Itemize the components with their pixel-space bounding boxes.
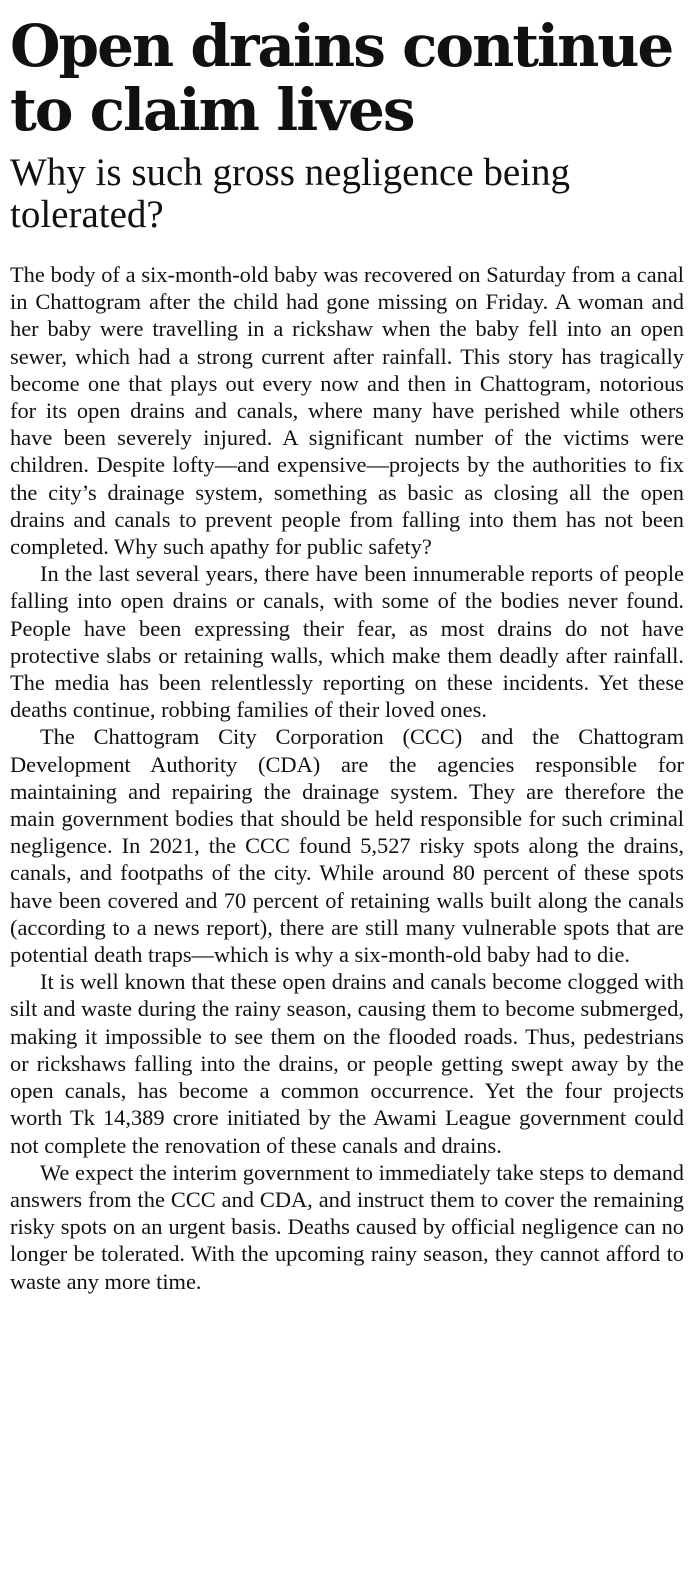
- subheadline: Why is such gross negligence being tolerated?: [10, 151, 570, 236]
- paragraph-2: In the last several years, there have been innumerable reports of people falling into open drains or canals, with some of the bodies never found. People have been expressing their fear, as most drains do not have protective slabs or retaining walls, which make them deadly after rainfall. The media has been relentlessly reporting on these incidents. Yet these deaths continue, robbing families of their loved ones.: [10, 561, 684, 723]
- paragraph-5: We expect the interim government to immediately take steps to demand answers from the CCC and CDA, and instruct them to cover the remaining risky spots on an urgent basis. Deaths caused by official negligence can no longer be tolerated. With the upcoming rainy season, they cannot afford to waste any more time.: [10, 1159, 684, 1294]
- paragraph-4: It is well known that these open drains and canals become clogged with silt and waste during the rainy season, causing them to become submerged, making it impossible to see them on the flooded roads. Thus, pedestrians or rickshaws falling into the drains, or people getting swept away by the open canals, has become a common occurrence. Yet the four projects worth Tk 14,389 crore initiated by the Awami League government could not complete the renovation of these canals and drains.: [10, 969, 684, 1158]
- paragraph-3: The Chattogram City Corporation (CCC) and the Chattogram Development Authority (CDA) are the agencies responsible for maintaining and repairing the drainage system. They are therefore the main government bodies that should be held responsible for such criminal negligence. In 2021, the CCC found 5,527 risky spots along the drains, canals, and footpaths of the city. While around 80 percent of these spots have been covered and 70 percent of retaining walls built along the canals (according to a news report), there are still many vulnerable spots that are potential death traps—which is why a six-month-old baby had to die.: [10, 724, 684, 968]
- article-body: [10, 261, 684, 1295]
- paragraph-1: The body of a six-month-old baby was recovered on Saturday from a canal in Chattogram after the child had gone missing on Friday. A woman and her baby were travelling in a rickshaw when the baby fell into an open sewer, which had a strong current after rainfall. This story has tragically become one that plays out every now and then in Chattogram, notorious for its open drains and canals, where many have perished while others have been severely injured. A significant number of the victims were children. Despite lofty—and expensive—projects by the authorities to fix the city’s drainage system, something as basic as closing all the open drains and canals to prevent people from falling into them has not been completed. Why such apathy for public safety?: [10, 262, 684, 560]
- editorial-article: [10, 14, 684, 1295]
- headline: Open drains continue to claim lives: [10, 12, 673, 144]
